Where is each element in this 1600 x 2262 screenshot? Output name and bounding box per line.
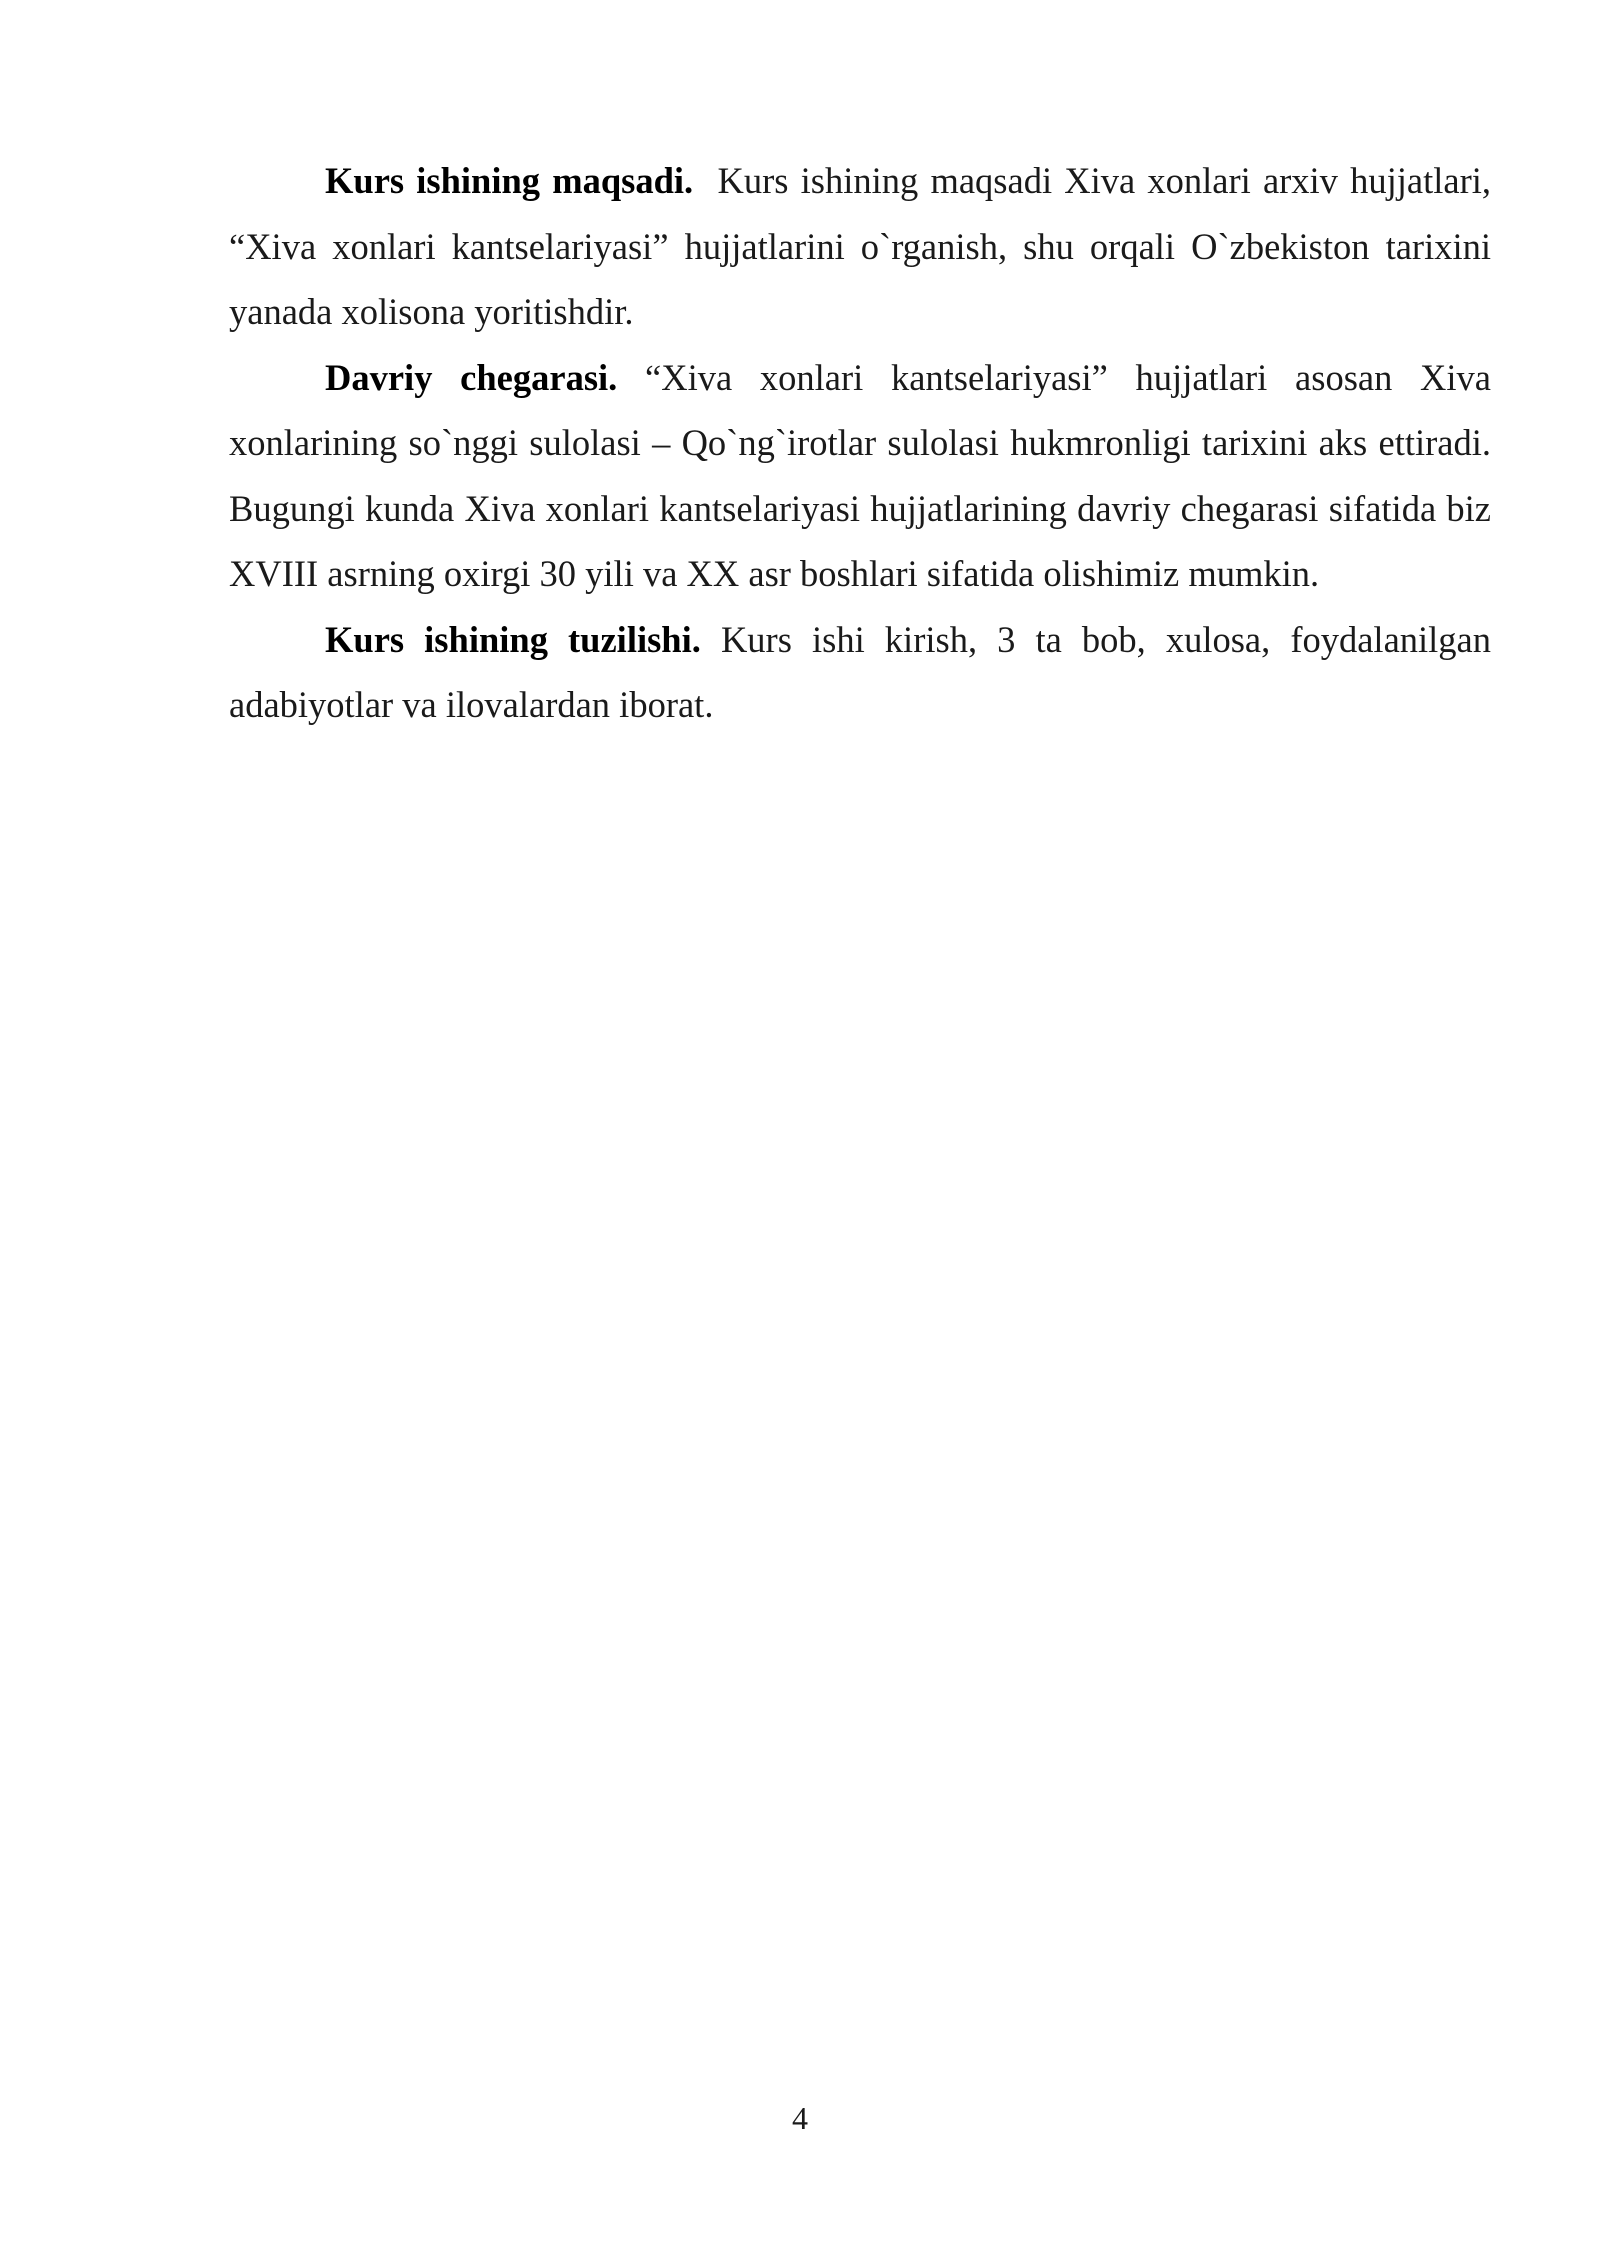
paragraph-purpose [229,148,1491,345]
paragraph-body: Kurs ishi kirish, 3 ta bob, xulosa, foydalanilgan adabiyotlar va ilovalardan iborat. [229,618,1491,725]
page-number: 4 [792,2100,808,2136]
paragraph-body: “Xiva xonlari kantselariyasi” hujjatlari asosan Xiva xonlarining so`nggi sulolasi – Qo`ng`irotlar sulolasi hukmronligi tarixini aks ettiradi. Bugungi kunda Xiva xonlari kantselariyasi hujjatlarining davriy chegarasi sifatida biz XVIII asrning oxirgi 30 yili va XX asr boshlari sifatida olishimiz mumkin. [229,356,1492,594]
paragraph-heading: Kurs ishining tuzilishi. [325,618,701,660]
paragraph-period [229,345,1491,607]
paragraph-heading: Davriy chegarasi. [325,356,618,398]
body-text [229,148,1491,738]
paragraph-heading: Kurs ishining maqsadi. [325,160,694,201]
paragraph-body: Kurs ishining maqsadi Xiva xonlari arxiv hujjatlari, “Xiva xonlari kantselariyasi” hujjatlarini o`rganish, shu orqali O`zbekiston tarixini yanada xolisona yoritishdir. [229,160,1491,332]
paragraph-structure [229,607,1491,738]
